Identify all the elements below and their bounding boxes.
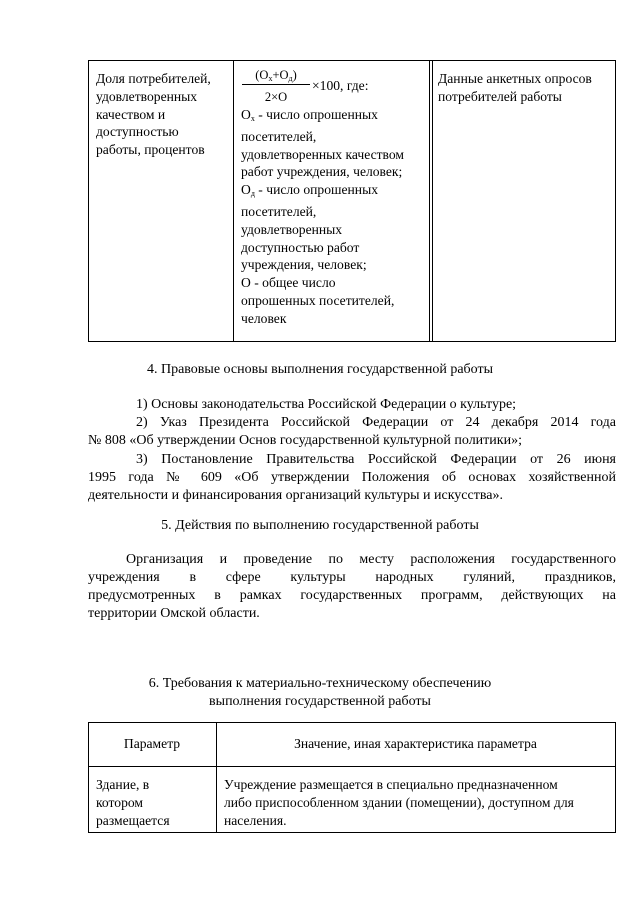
definition-ox: $О_х$ - число опрошенных bbox=[241, 107, 378, 123]
header-value: Значение, иная характеристика параметра bbox=[294, 736, 537, 751]
section-5-heading: 5. Действия по выполнению государственной работы bbox=[161, 518, 479, 533]
table-divider-1 bbox=[233, 60, 234, 342]
legal-item-1: 1) Основы законодательства Российской Федерации о культуре; bbox=[136, 397, 517, 412]
table-border-bottom bbox=[88, 341, 616, 342]
definition-od: $О_д$ - число опрошенных bbox=[241, 182, 379, 199]
definition-o: О - общее число bbox=[241, 275, 336, 291]
formula-multiplier: ×100, где: bbox=[312, 78, 369, 93]
req-table-border-right bbox=[615, 722, 616, 833]
section-5-text: Организация и проведение по месту расположения государственного учреждения в сфере культуры народных гуляний, праздников, предусмотренных в рамках государственных программ, действующих на территории Омской области. bbox=[88, 552, 616, 621]
req-table-border-bottom bbox=[88, 832, 616, 833]
req-table-header-divider bbox=[88, 766, 616, 767]
table-border-top bbox=[88, 60, 616, 61]
table-border-right bbox=[615, 60, 616, 342]
indicator-name: Доля потребителей, удовлетворенных качеством и доступностью работы, процентов bbox=[96, 71, 211, 158]
formula-denominator: 2×О bbox=[264, 90, 288, 104]
table-divider-3 bbox=[432, 60, 433, 342]
legal-item-3: 3) Постановление Правительства Российской Федерации от 26 июня 1995 года № 609 «Об утверждении Положения об основах хозяйственной деятельности и финансирования организаций культуры и искусства». bbox=[88, 452, 616, 503]
req-table-border-top bbox=[88, 722, 616, 723]
table-divider-2 bbox=[429, 60, 430, 342]
legal-item-2: 2) Указ Президента Российской Федерации от 24 декабря 2014 года № 808 «Об утверждении Основ государственной культурной политики»; bbox=[88, 415, 616, 448]
formula-definitions: $О_х$ - число опрошенных посетителей, удовлетворенных качеством работ учреждения, человек; $О_д$ - число опрошенных посетителей, удовлетворенных доступностью работ учреждения, человек; О - общее число опрошенных посетителей, человек bbox=[241, 106, 429, 328]
section-4-heading: 4. Правовые основы выполнения государственной работы bbox=[146, 362, 494, 377]
header-parameter: Параметр bbox=[123, 736, 181, 751]
table-border-left bbox=[88, 60, 89, 342]
row-parameter: Здание, в котором размещается bbox=[96, 777, 170, 828]
row-value: Учреждение размещается в специально предназначенном либо приспособленном здании (помещении), доступном для населения. bbox=[224, 777, 574, 828]
data-source: Данные анкетных опросов потребителей работы bbox=[438, 71, 592, 104]
section-6-heading: 6. Требования к материально-техническому обеспечению выполнения государственной работы bbox=[148, 676, 492, 709]
formula-numerator: $(О_х+О_д)$ bbox=[242, 68, 310, 85]
